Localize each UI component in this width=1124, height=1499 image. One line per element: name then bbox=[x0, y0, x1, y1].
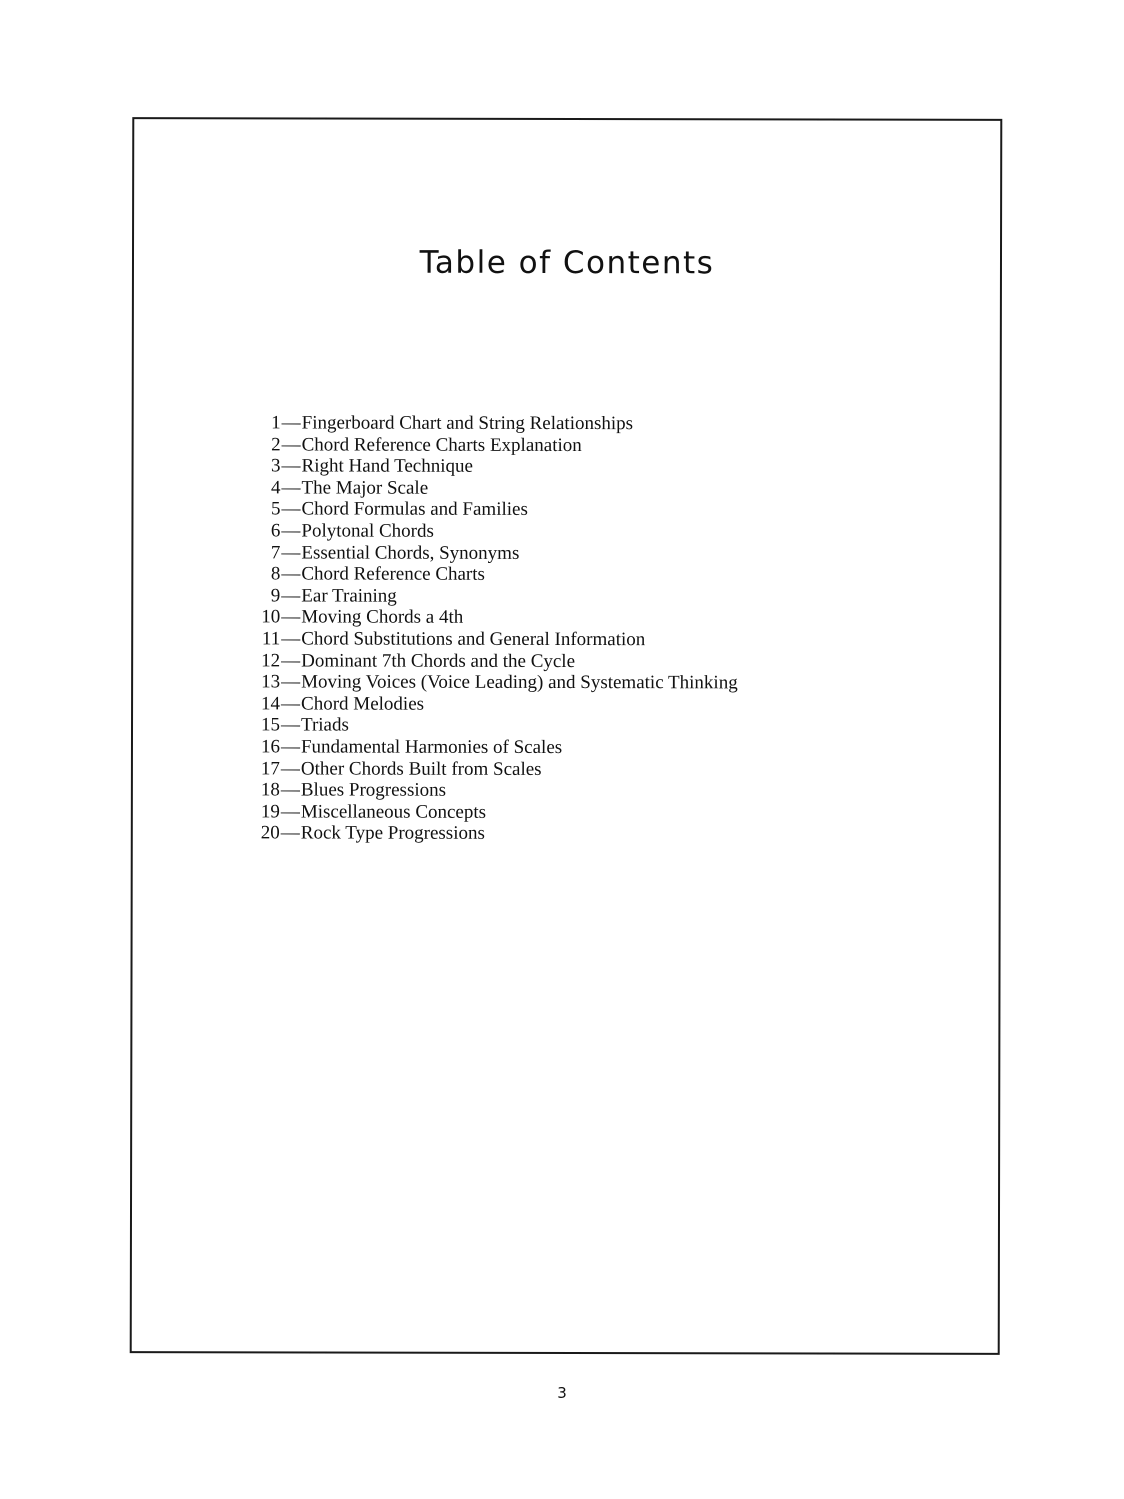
toc-entry-title: Other Chords Built from Scales bbox=[300, 757, 542, 780]
toc-entry-number: 14 bbox=[261, 693, 281, 715]
toc-entry-dash: — bbox=[281, 433, 301, 456]
toc-entry bbox=[252, 779, 738, 802]
toc-entry-number: 20 bbox=[260, 822, 280, 844]
toc-entry bbox=[252, 499, 738, 522]
toc-entry-dash: — bbox=[281, 606, 301, 628]
toc-entry-number: 1 bbox=[271, 412, 281, 434]
toc-entry-number: 3 bbox=[271, 455, 281, 477]
toc-entry-number: 13 bbox=[261, 671, 281, 693]
toc-entry bbox=[252, 607, 738, 630]
toc-entry-dash: — bbox=[281, 693, 301, 715]
toc-entry bbox=[252, 671, 738, 694]
toc-entry bbox=[252, 520, 738, 543]
page-title: Table of Contents bbox=[419, 244, 715, 282]
toc-entry-title: Fingerboard Chart and String Relationships bbox=[301, 412, 634, 435]
toc-entry-dash: — bbox=[280, 779, 300, 801]
toc-entry-dash: — bbox=[281, 412, 301, 434]
toc-entry-number: 18 bbox=[260, 779, 280, 801]
toc-entry-number: 7 bbox=[270, 541, 281, 563]
toc-entry-title: Chord Formulas and Families bbox=[301, 498, 528, 521]
toc-entry bbox=[252, 736, 738, 759]
toc-entry bbox=[252, 628, 738, 651]
toc-entry-title: Ear Training bbox=[301, 585, 397, 607]
toc-entry-title: Chord Substitutions and General Information bbox=[301, 628, 646, 651]
toc-entry bbox=[252, 801, 738, 824]
toc-entry-title: Triads bbox=[300, 714, 349, 736]
toc-entry-number: 17 bbox=[260, 757, 280, 779]
toc-entry bbox=[253, 456, 739, 479]
toc-entry-title: Polytonal Chords bbox=[301, 520, 434, 542]
toc-entry-dash: — bbox=[280, 736, 300, 758]
toc-entry-dash: — bbox=[281, 585, 301, 607]
toc-entry-number: 12 bbox=[261, 649, 281, 671]
toc-entry-number: 16 bbox=[260, 736, 280, 758]
toc-entry bbox=[252, 758, 738, 781]
toc-entry bbox=[252, 542, 738, 565]
toc-entry bbox=[252, 693, 738, 716]
toc-entry-title: Rock Type Progressions bbox=[300, 822, 485, 845]
page-number: 3 bbox=[557, 1384, 567, 1402]
toc-entry-dash: — bbox=[280, 757, 300, 779]
toc-entry-dash: — bbox=[280, 801, 300, 823]
toc-entry-dash: — bbox=[281, 498, 301, 520]
toc-entry-number: 11 bbox=[261, 628, 281, 650]
toc-entry-dash: — bbox=[281, 477, 301, 499]
toc-entry-dash: — bbox=[281, 520, 301, 542]
toc-entry-title: Blues Progressions bbox=[300, 779, 447, 801]
toc-entry bbox=[253, 412, 739, 435]
toc-entry-dash: — bbox=[281, 628, 301, 650]
toc-entry-dash: — bbox=[281, 563, 301, 585]
toc-entry-dash: — bbox=[281, 541, 301, 564]
toc-entry-title: Right Hand Technique bbox=[301, 455, 473, 477]
toc-entry-title: Chord Reference Charts Explanation bbox=[301, 434, 582, 456]
toc-entry-number: 19 bbox=[260, 801, 280, 823]
table-of-contents bbox=[252, 412, 738, 845]
page-frame bbox=[130, 117, 1003, 1355]
toc-entry-title: Dominant 7th Chords and the Cycle bbox=[301, 649, 576, 672]
toc-entry bbox=[252, 715, 738, 738]
toc-entry bbox=[252, 650, 738, 673]
toc-entry-number: 15 bbox=[261, 714, 281, 736]
toc-entry-title: Fundamental Harmonies of Scales bbox=[300, 736, 563, 758]
toc-entry-title: Miscellaneous Concepts bbox=[300, 801, 487, 823]
toc-entry-title: Chord Reference Charts bbox=[301, 563, 485, 585]
toc-entry-number: 10 bbox=[261, 606, 281, 628]
toc-entry-title: The Major Scale bbox=[301, 477, 429, 499]
toc-entry-dash: — bbox=[281, 649, 301, 671]
toc-entry-title: Moving Voices (Voice Leading) and Systematic Thinking bbox=[301, 671, 738, 694]
toc-entry bbox=[252, 823, 738, 846]
toc-entry-dash: — bbox=[280, 714, 301, 736]
toc-entry-dash: — bbox=[280, 822, 300, 844]
toc-entry-dash: — bbox=[281, 455, 301, 477]
toc-entry-title: Chord Melodies bbox=[301, 693, 425, 715]
toc-entry-number: 2 bbox=[271, 433, 281, 455]
toc-entry bbox=[253, 434, 739, 457]
toc-entry-number: 5 bbox=[270, 498, 281, 520]
toc-entry bbox=[252, 563, 738, 586]
toc-entry bbox=[252, 477, 738, 500]
toc-entry-number: 9 bbox=[270, 585, 281, 607]
toc-entry-title: Moving Chords a 4th bbox=[301, 606, 464, 629]
toc-entry-title: Essential Chords, Synonyms bbox=[301, 542, 520, 564]
toc-entry-number: 4 bbox=[270, 477, 281, 499]
toc-entry-number: 6 bbox=[270, 520, 281, 542]
toc-entry-dash: — bbox=[281, 671, 301, 693]
toc-entry bbox=[252, 585, 738, 608]
toc-entry-number: 8 bbox=[270, 563, 281, 585]
